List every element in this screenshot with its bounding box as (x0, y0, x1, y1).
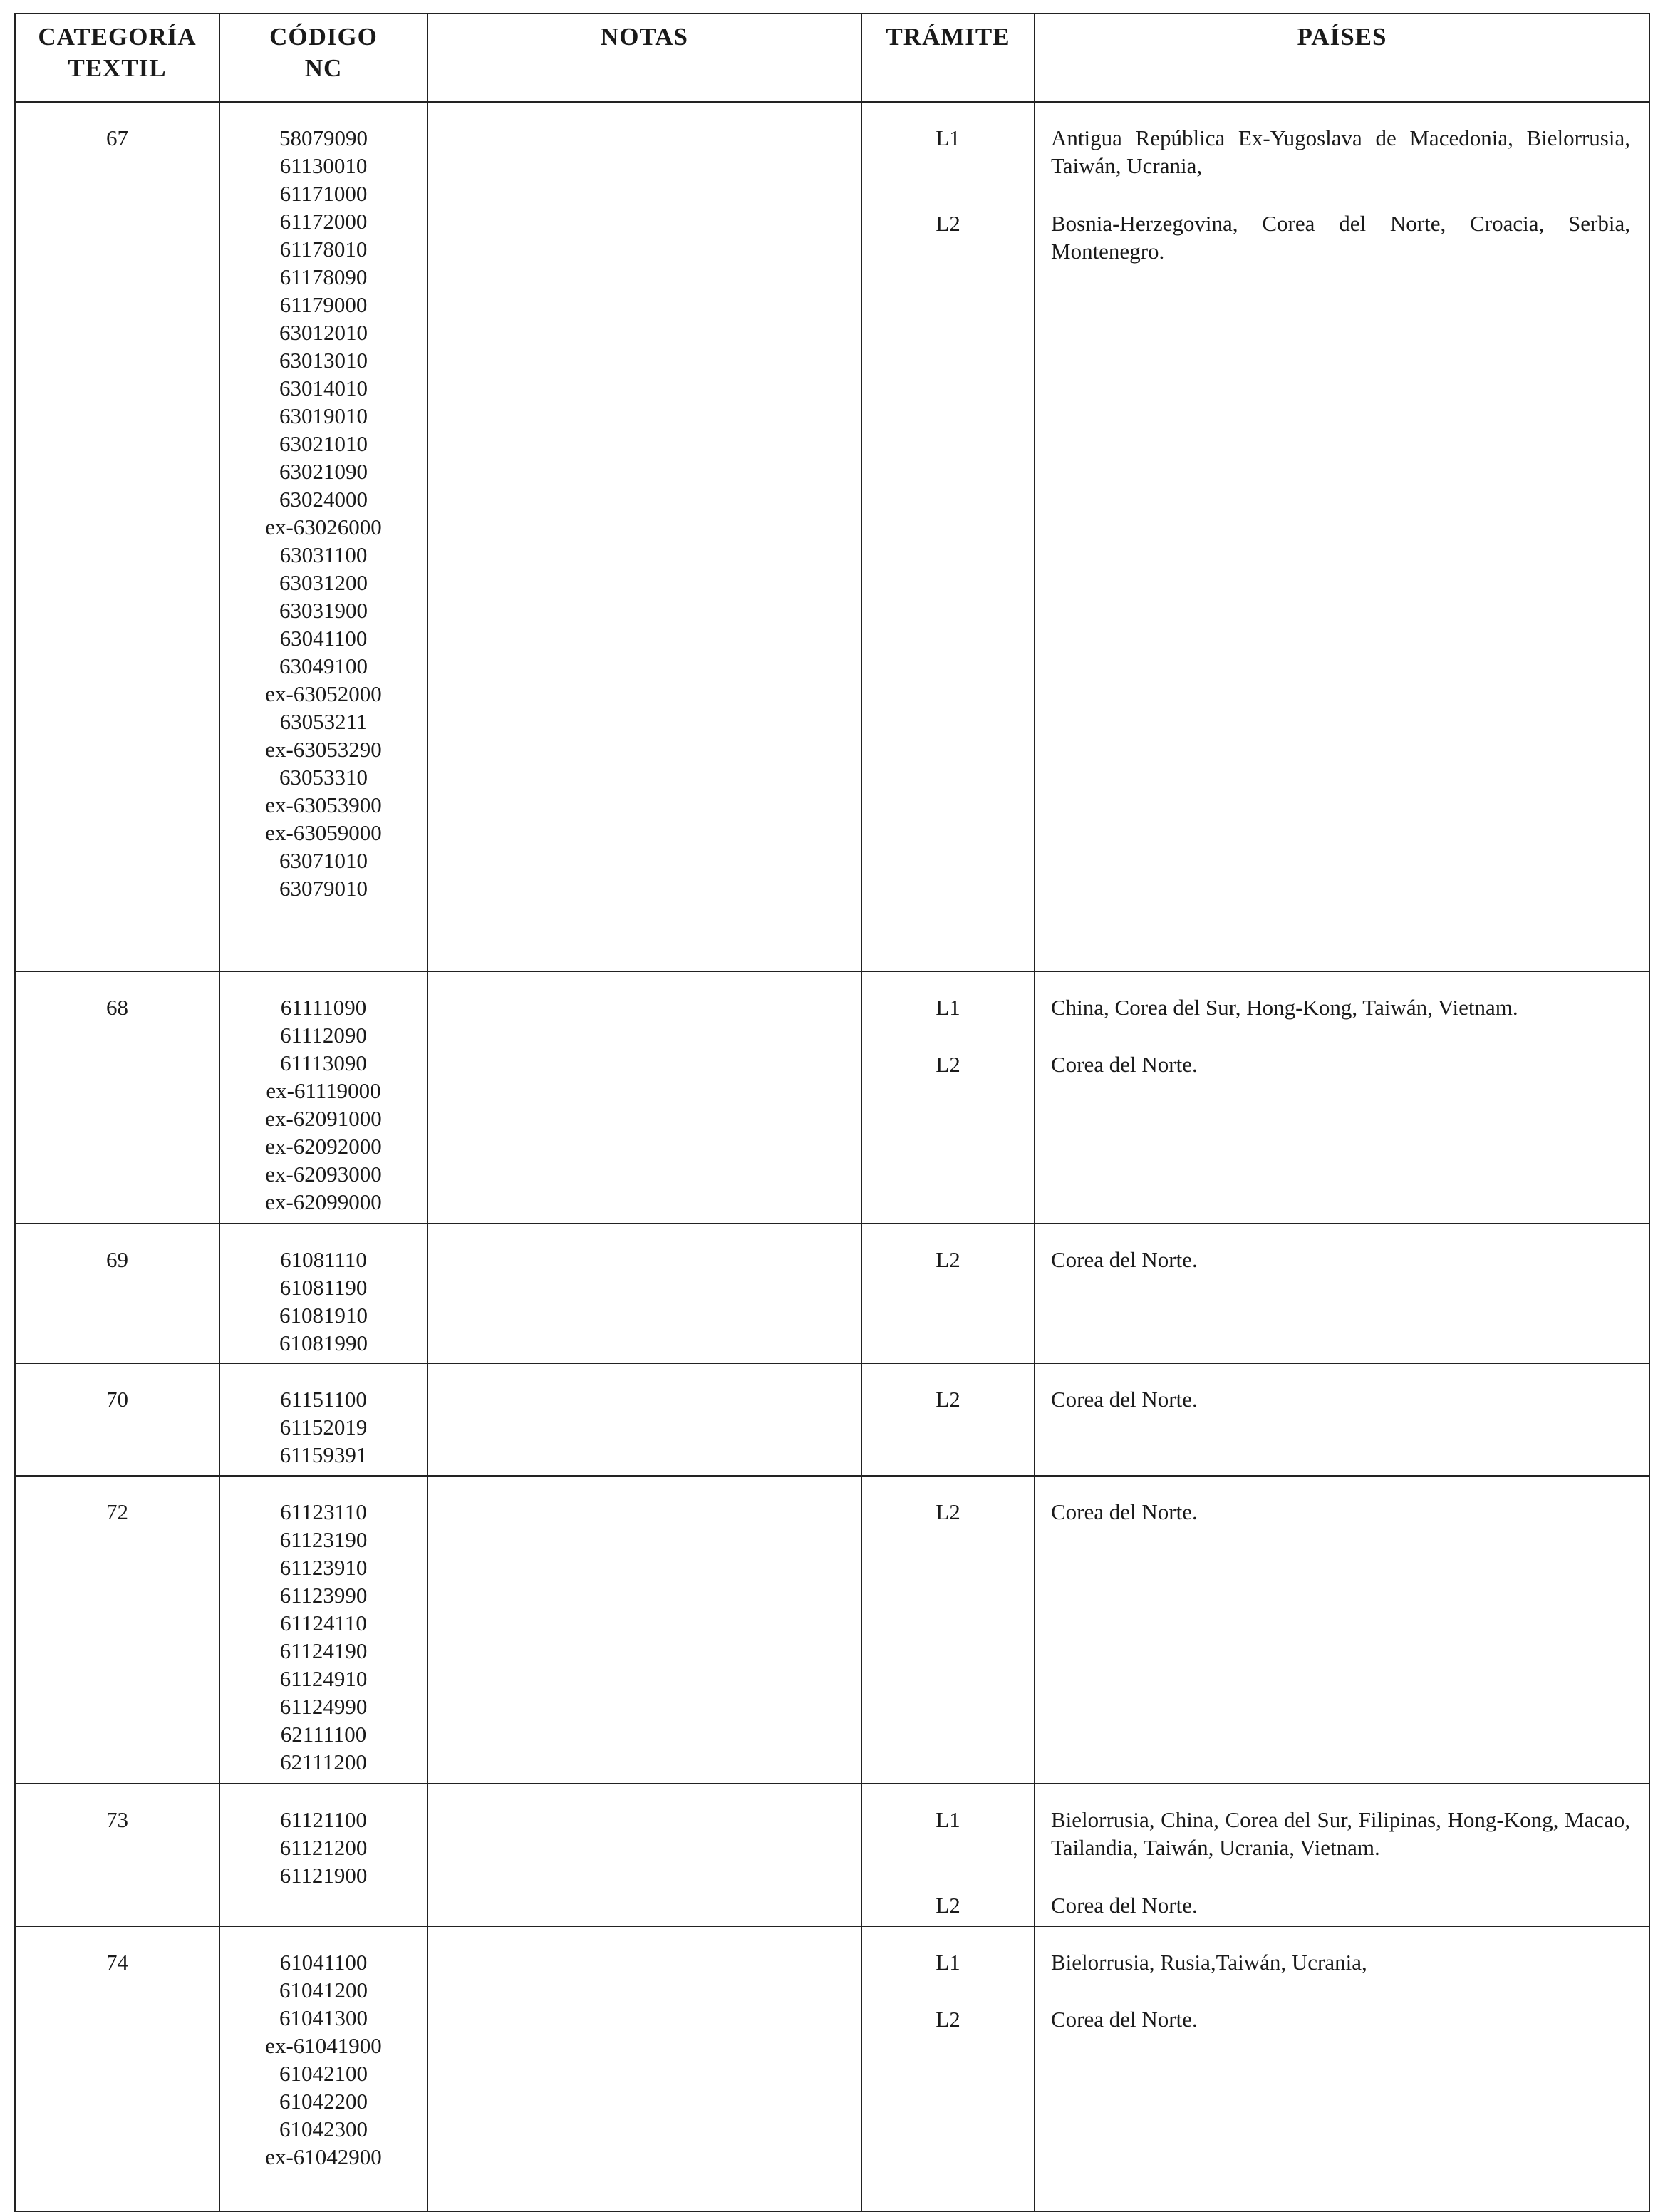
table-body (15, 102, 1649, 2211)
paises-value: Bosnia-Herzegovina, Corea del Norte, Croacia, Serbia, Montenegro. (1051, 211, 1630, 264)
categoria-cell: 72 (15, 1476, 219, 1784)
codigo-nc-item: 63041100 (279, 626, 368, 651)
codigo-cell (219, 1476, 428, 1784)
document-page (14, 13, 1649, 2212)
tramite-value: L2 (936, 1499, 960, 1524)
codigo-nc-item: 61042300 (279, 2117, 368, 2141)
notas-cell (428, 1784, 861, 1926)
paises-value: Corea del Norte. (1051, 1247, 1198, 1272)
codigo-cell (219, 1363, 428, 1476)
codigo-cell (219, 1926, 428, 2211)
tramite-value: L2 (936, 1247, 960, 1272)
codigo-nc-item: 61041200 (279, 1978, 368, 2002)
codigo-nc-item: 61042200 (279, 2089, 368, 2114)
codigo-nc-item: 63031100 (279, 542, 368, 567)
categoria-cell: 68 (15, 971, 219, 1224)
codigo-nc-item: 61081110 (280, 1247, 367, 1272)
codigo-nc-item: 61124190 (279, 1638, 368, 1663)
paises-cell (1035, 1476, 1649, 1784)
paises-value: Corea del Norte. (1051, 1893, 1198, 1918)
tramite-cell (861, 1784, 1035, 1926)
paises-cell (1035, 1363, 1649, 1476)
codigo-nc-item: 61151100 (280, 1387, 367, 1412)
codigo-cell (219, 971, 428, 1224)
codigo-nc-item: ex-62091000 (265, 1106, 382, 1131)
codigo-nc-item: 63021090 (279, 459, 368, 484)
paises-value: Bielorrusia, Rusia,Taiwán, Ucrania, (1051, 1950, 1367, 1975)
table-row (15, 1784, 1649, 1926)
header-categoria (15, 14, 219, 102)
categoria-cell: 69 (15, 1224, 219, 1363)
tramite-value: L1 (936, 1807, 960, 1832)
categoria-cell: 67 (15, 102, 219, 971)
codigo-nc-item: 63079010 (279, 876, 368, 901)
table-row (15, 1926, 1649, 2211)
table-row (15, 1224, 1649, 1363)
paises-cell (1035, 1784, 1649, 1926)
tramite-value: L2 (936, 1387, 960, 1412)
codigo-nc-item: 61123990 (279, 1583, 368, 1608)
codigo-nc-item: 61123910 (279, 1555, 368, 1580)
tramite-cell (861, 1476, 1035, 1784)
table-row (15, 1363, 1649, 1476)
codigo-nc-item: 62111200 (280, 1750, 367, 1774)
header-codigo (219, 14, 428, 102)
codigo-nc-item: ex-63053900 (265, 792, 382, 817)
codigo-nc-item: 61124990 (279, 1694, 368, 1719)
codigo-nc-item: 63021010 (279, 431, 368, 456)
paises-value: Bielorrusia, China, Corea del Sur, Filipinas, Hong-Kong, Macao, Tailandia, Taiwán, Ucrania, Vietnam. (1051, 1807, 1630, 1860)
paises-cell (1035, 971, 1649, 1224)
codigo-nc-item: ex-62093000 (265, 1162, 382, 1187)
codigo-cell (219, 1224, 428, 1363)
codigo-nc-item: ex-63053290 (265, 737, 382, 762)
paises-cell (1035, 1224, 1649, 1363)
codigo-nc-item: ex-61041900 (265, 2033, 382, 2058)
codigo-nc-item: 61171000 (279, 181, 368, 206)
codigo-nc-item: 61178090 (279, 264, 368, 289)
codigo-nc-item: 63031900 (279, 598, 368, 623)
codigo-nc-item: 63031200 (279, 570, 368, 595)
codigo-nc-item: 61123110 (280, 1499, 367, 1524)
tramite-cell (861, 102, 1035, 971)
codigo-nc-item: ex-63052000 (265, 681, 382, 706)
codigo-nc-item: 63053310 (279, 765, 368, 790)
codigo-nc-item: 61123190 (279, 1527, 368, 1552)
categoria-cell: 74 (15, 1926, 219, 2211)
codigo-nc-item: ex-63059000 (265, 820, 382, 845)
header-notas-text: NOTAS (601, 23, 688, 51)
header-tramite-text: TRÁMITE (886, 23, 1010, 51)
codigo-nc-item: ex-61042900 (265, 2144, 382, 2169)
tramite-value: L2 (936, 1893, 960, 1918)
notas-cell (428, 971, 861, 1224)
codigo-nc-item: 61113090 (280, 1050, 367, 1075)
codigo-nc-item: 61112090 (280, 1023, 367, 1048)
codigo-nc-item: ex-62099000 (265, 1189, 382, 1214)
codigo-nc-item: 61121100 (280, 1807, 367, 1832)
codigo-cell (219, 102, 428, 971)
header-tramite (861, 14, 1035, 102)
codigo-nc-item: 61041100 (279, 1950, 368, 1975)
notas-cell (428, 1926, 861, 2211)
codigo-nc-item: ex-61119000 (266, 1078, 381, 1103)
codigo-nc-item: 61124110 (280, 1611, 367, 1635)
table-row (15, 971, 1649, 1224)
codigo-nc-item: 61121200 (279, 1835, 368, 1860)
paises-value: Corea del Norte. (1051, 1499, 1198, 1524)
tramite-cell (861, 1224, 1035, 1363)
codigo-nc-item: ex-62092000 (265, 1134, 382, 1159)
codigo-nc-item: 61041300 (279, 2005, 368, 2030)
table-row (15, 1476, 1649, 1784)
codigo-nc-item: 61124910 (279, 1666, 368, 1691)
tramite-cell (861, 1926, 1035, 2211)
codigo-nc-item: 61152019 (279, 1415, 368, 1440)
tramite-value: L1 (936, 125, 960, 150)
codigo-nc-item: 61130010 (279, 153, 368, 178)
codigo-nc-item: 63049100 (279, 653, 368, 678)
codigo-nc-item: 63053211 (279, 709, 368, 734)
tramite-value: L1 (936, 995, 960, 1020)
notas-cell (428, 1476, 861, 1784)
header-codigo-text: CÓDIGO NC (269, 23, 378, 82)
codigo-nc-item: 61121900 (279, 1863, 368, 1888)
paises-cell (1035, 1926, 1649, 2211)
codigo-nc-item: 63019010 (279, 403, 368, 428)
codigo-nc-item: 61179000 (279, 292, 368, 317)
codigo-nc-item: 61042100 (279, 2061, 368, 2086)
header-categoria-text: CATEGORÍA TEXTIL (38, 23, 197, 82)
header-paises (1035, 14, 1649, 102)
tramite-value: L2 (936, 1052, 960, 1077)
codigo-nc-item: 61081990 (279, 1330, 368, 1355)
paises-value: China, Corea del Sur, Hong-Kong, Taiwán, Vietnam. (1051, 995, 1518, 1020)
codigo-nc-item: 63024000 (279, 487, 368, 512)
table-row (15, 102, 1649, 971)
tramite-value: L1 (936, 1950, 960, 1975)
codigo-nc-item: 63013010 (279, 348, 368, 373)
paises-value: Corea del Norte. (1051, 1052, 1198, 1077)
categoria-cell: 73 (15, 1784, 219, 1926)
codigo-nc-item: 58079090 (279, 125, 368, 150)
tramite-value: L2 (936, 2007, 960, 2032)
codigo-nc-item: 61081910 (279, 1303, 368, 1328)
paises-value: Antigua República Ex-Yugoslava de Macedonia, Bielorrusia, Taiwán, Ucrania, (1051, 125, 1630, 178)
codigo-nc-item: 63012010 (279, 320, 368, 345)
paises-value: Corea del Norte. (1051, 2007, 1198, 2032)
codigo-nc-item: 63071010 (279, 848, 368, 873)
codigo-cell (219, 1784, 428, 1926)
notas-cell (428, 102, 861, 971)
tramite-value: L2 (936, 211, 960, 236)
codigo-nc-item: 61159391 (279, 1442, 368, 1467)
paises-cell (1035, 102, 1649, 971)
codigo-nc-item: ex-63026000 (265, 515, 382, 539)
codigo-nc-item: 61111090 (280, 995, 367, 1020)
table-header (15, 14, 1649, 102)
codigo-nc-item: 61178010 (279, 237, 368, 262)
header-notas (428, 14, 861, 102)
tramite-cell (861, 1363, 1035, 1476)
codigo-nc-item: 63014010 (279, 376, 368, 400)
notas-cell (428, 1224, 861, 1363)
categoria-cell: 70 (15, 1363, 219, 1476)
paises-value: Corea del Norte. (1051, 1387, 1198, 1412)
tramite-cell (861, 971, 1035, 1224)
notas-cell (428, 1363, 861, 1476)
codigo-nc-item: 61081190 (279, 1275, 368, 1300)
codigo-nc-item: 62111100 (280, 1722, 367, 1747)
codigo-nc-item: 61172000 (279, 209, 368, 234)
textile-categories-table (14, 13, 1650, 2212)
header-paises-text: PAÍSES (1297, 23, 1387, 51)
